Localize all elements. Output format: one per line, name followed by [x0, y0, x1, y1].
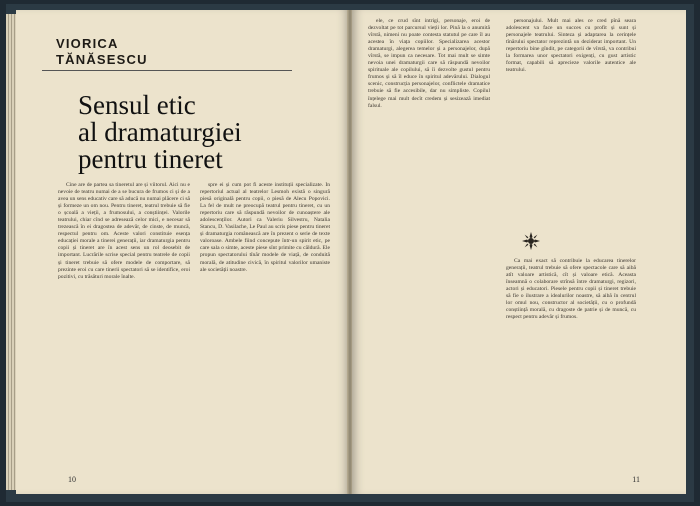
title-line: Sensul etic	[78, 90, 196, 120]
title-line: pentru tineret	[78, 144, 223, 174]
title-line: al dramaturgiei	[78, 117, 242, 147]
paragraph: personajului. Mult mai ales ce cred pînă seara adolescent va face un succes cu profit și sunt și personajele teatrului. Sinteza și adaptarea la cerințele tînărului spectator reprezintă un deziderat important. Un repertoriu bine gîndit, pe categorii de vîrstă, va contribui la formarea unor spectatori exigenți, cu gust artistic format, capabili să aprecieze valorile autentice ale teatrului.	[506, 18, 636, 74]
body-column-right-1	[368, 18, 490, 474]
paragraph: spre ei și cum pot fi aceste instituții specializate. In repertoriul actual al teatrelor Lesmoh există o singură piesă originală pentru copii, o piesă de Alecu Popovici. La fel de mult ne preocupă teatrul pentru tineret, cu un repertoriu care să răspundă nevoilor de cunoaștere ale adolescenților. Autori ca Valeriu Silvestru, Natalia Stancu, D. Vasilache, Le Paul au scris piese pentru tineret și dramaturgia românească are în prezent o serie de texte valoroase. Ambele fiind concepute într-un spirit etic, pe care sala o simte, aceste piese sînt primite cu căldură. Ele propun spectatorului tînăr modele de viață, de conduită morală, de atitudine civică, în spiritul valorilor umaniste ale societății noastre.	[200, 182, 330, 273]
page-number-left: 10	[68, 475, 76, 484]
author-rule	[42, 70, 292, 71]
ornament-icon	[522, 232, 540, 250]
article-title	[78, 92, 328, 173]
author-name	[56, 36, 148, 68]
body-column-right-2	[506, 18, 636, 223]
author-last-name: TĂNĂSESCU	[56, 52, 148, 67]
paragraph: Ca mai exact să contribuie la educarea tinerelor generații, teatrul trebuie să ofere spectacole care să aibă atît valoare artistică, cît și valoare etică. Aceasta înseamnă o colaborare strînsă între dramaturgi, regizori, actori și educatori. Piesele pentru copii și tineret trebuie să fie o ilustrare a idealurilor noastre, să aibă în centrul lor omul nou, constructor al societății, cu o profundă conștiință morală, cu dragoste de patrie și de muncă, cu respect pentru adevăr și frumos.	[506, 258, 636, 321]
body-column-left-2	[200, 182, 330, 462]
paragraph: ele, ce crud sînt intrigi, personaje, eroi de dezvoltat pe tot parcursul vieții lor. Pină la o anumită vîrstă, nimeni nu poate contesta statutul pe care îl au acestea în viața copiilor. Specializarea acestor dramaturgi, alegerea temelor și a personajelor, după vîrstă, se impun ca necesare. Tot mai mult se simte nevoia unei dramaturgii care să răspundă nevoilor spirituale ale copilului, să îi dezvolte gustul pentru frumos și să îl educe în spiritul adevărului. Dialogul scenic, construcția personajelor, conflictele dramatice trebuie să fie accesibile, dar nu simpliste. Copilul înțelege mai mult decît credem și sesizează imediat falsul.	[368, 18, 490, 109]
paragraph: Cine are de partea sa tineretul are și viitorul. Aici nu e nevoie de teatru numai de a se bucura de frumos ci și de a avea un sens educativ care să aducă nu numai plăcere ci să și formeze un om nou. Pentru tineret, teatrul trebuie să fie o școală a vieții, a frumosului, a conștiinței. Valorile teatrului, chiar cînd se adresează celor mici, e necesar să trezească în ei dragostea de adevăr, de cinste, de muncă, respectul pentru om. Aceste valori constituie esența educației morale a tinerei generații, iar dramaturgia pentru copii și tineret are în acest sens un rol deosebit de important. Lucrările scrise special pentru teatrele de copii și tineret trebuie să ofere modele de comportare, să prezinte eroi cu care tinerii spectatori să se identifice, eroi pozitivi, cu trăsături morale înalte.	[58, 182, 190, 280]
body-column-right-3	[506, 258, 636, 474]
page-number-right: 11	[632, 475, 640, 484]
body-column-left-1	[58, 182, 190, 462]
right-page	[352, 10, 686, 494]
magazine-spread	[6, 4, 694, 502]
left-page	[16, 10, 349, 494]
author-first-name: VIORICA	[56, 36, 119, 51]
